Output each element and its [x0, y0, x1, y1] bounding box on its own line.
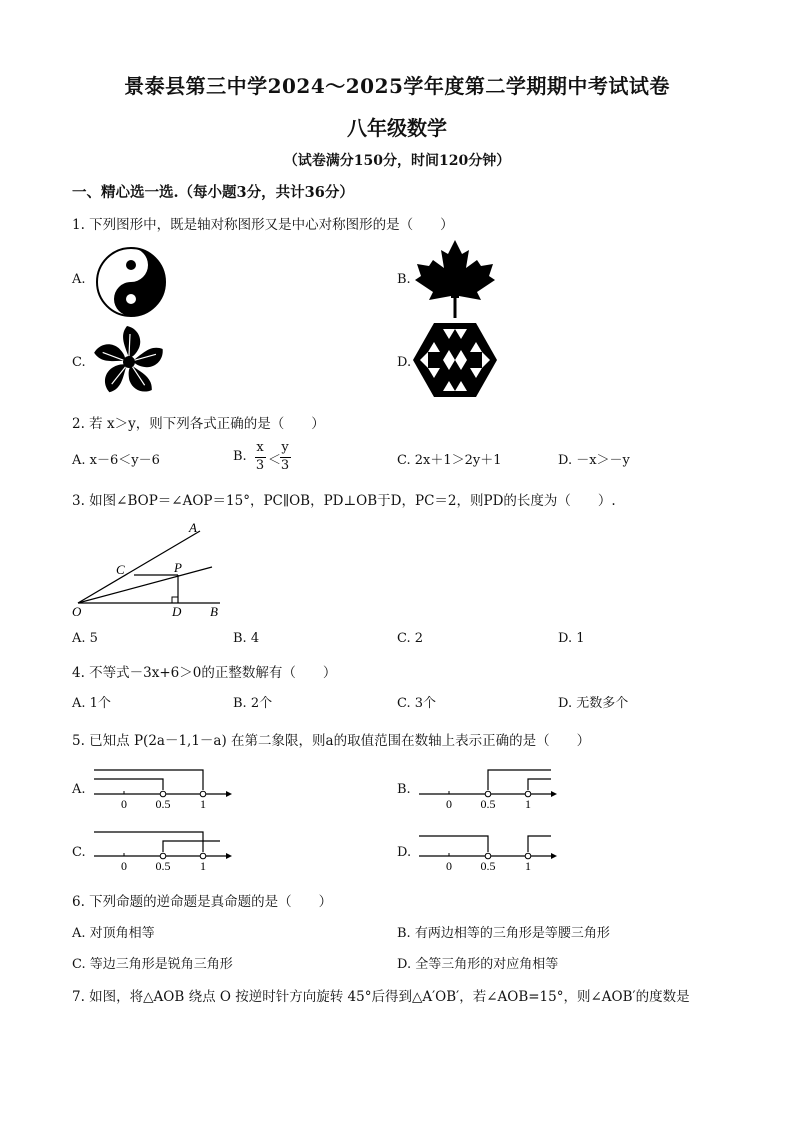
tick-0-5: 0.5 — [480, 859, 496, 872]
tick-0: 0 — [121, 859, 127, 872]
exam-subtitle: 八年级数学 — [347, 116, 447, 140]
q2-option-a: A. x－6＜y－6 — [72, 453, 160, 468]
q5-option-b-label: B. — [397, 782, 411, 797]
q2-less-than: ＜ — [268, 453, 282, 468]
tick-1: 1 — [525, 797, 531, 810]
question-5-stem: 5. 已知点 P(2a－1,1－a) 在第二象限，则a的取值范围在数轴上表示正确的是（ ） — [72, 733, 591, 749]
q2-option-d: D. －x＞－y — [558, 453, 630, 468]
tick-1: 1 — [200, 797, 206, 810]
q2-frac2-num: y — [281, 440, 289, 455]
q3-option-b: B. 4 — [233, 631, 260, 646]
q6-option-a: A. 对顶角相等 — [72, 926, 155, 941]
q6-option-c: C. 等边三角形是锐角三角形 — [72, 957, 233, 972]
question-6-stem: 6. 下列命题的逆命题是真命题的是（ ） — [72, 894, 333, 910]
q5-option-d-label: D. — [397, 845, 412, 860]
q1-option-c-label: C. — [72, 355, 86, 370]
q3-option-c: C. 2 — [397, 631, 424, 646]
maple-leaf-icon — [413, 238, 497, 322]
question-7-stem: 7. 如图，将△AOB 绕点 O 按逆时针方向旋转 45°后得到△A′OB′，若∠AOB=15°，则∠AOB′的度数是 — [72, 989, 690, 1005]
q4-option-b: B. 2个 — [233, 696, 273, 711]
label-a: A — [189, 520, 197, 535]
label-o: O — [72, 604, 82, 619]
label-b: B — [210, 604, 218, 619]
q5-number-line-d — [415, 826, 560, 872]
exam-note: （试卷满分150分，时间120分钟） — [283, 153, 511, 169]
q2-frac1-num: x — [256, 440, 264, 455]
q5-number-line-a — [90, 764, 235, 810]
q1-option-d-label: D. — [397, 355, 412, 370]
exam-title: 景泰县第三中学2024～2025学年度第二学期期中考试试卷 — [124, 74, 670, 98]
tick-1: 1 — [200, 859, 206, 872]
q2-option-c: C. 2x＋1＞2y＋1 — [397, 453, 502, 468]
q3-angle-figure — [68, 518, 228, 622]
q5-option-a-label: A. — [72, 782, 86, 797]
question-1-stem: 1. 下列图形中，既是轴对称图形又是中心对称图形的是（ ） — [72, 217, 454, 233]
q1-option-b-label: B. — [397, 272, 411, 287]
tick-0: 0 — [446, 859, 452, 872]
q5-number-line-c — [90, 826, 235, 872]
q3-option-d: D. 1 — [558, 631, 585, 646]
question-4-stem: 4. 不等式－3x+6＞0的正整数解有（ ） — [72, 665, 337, 681]
label-p: P — [174, 560, 182, 575]
tick-0: 0 — [121, 797, 127, 810]
tick-0-5: 0.5 — [155, 797, 171, 810]
q4-option-c: C. 3个 — [397, 696, 437, 711]
q2-option-b-label: B. — [233, 449, 247, 464]
q1-option-a-label: A. — [72, 272, 86, 287]
q3-option-a: A. 5 — [72, 631, 98, 646]
yin-yang-icon — [95, 246, 167, 318]
tick-0-5: 0.5 — [155, 859, 171, 872]
question-3-stem: 3. 如图∠BOP＝∠AOP＝15°，PC∥OB，PD⊥OB于D，PC＝2，则PD的长度为（ ）. — [72, 493, 616, 509]
question-2-stem: 2. 若 x＞y，则下列各式正确的是（ ） — [72, 416, 325, 432]
q4-option-a: A. 1个 — [72, 696, 111, 711]
q5-number-line-b — [415, 764, 560, 810]
pinwheel-flower-icon — [88, 323, 170, 401]
tick-0: 0 — [446, 797, 452, 810]
q5-option-c-label: C. — [72, 845, 86, 860]
label-c: C — [116, 562, 125, 577]
q2-frac2-den: 3 — [280, 458, 290, 473]
q6-option-d: D. 全等三角形的对应角相等 — [397, 957, 559, 972]
hexagon-triangle-pattern-icon — [412, 322, 498, 398]
tick-1: 1 — [525, 859, 531, 872]
label-d: D — [172, 604, 182, 619]
q4-option-d: D. 无数多个 — [558, 696, 629, 711]
q2-frac1-den: 3 — [255, 458, 265, 473]
tick-0-5: 0.5 — [480, 797, 496, 810]
section-heading: 一、精心选一选.（每小题3分，共计36分） — [72, 184, 354, 201]
q6-option-b: B. 有两边相等的三角形是等腰三角形 — [397, 926, 610, 941]
